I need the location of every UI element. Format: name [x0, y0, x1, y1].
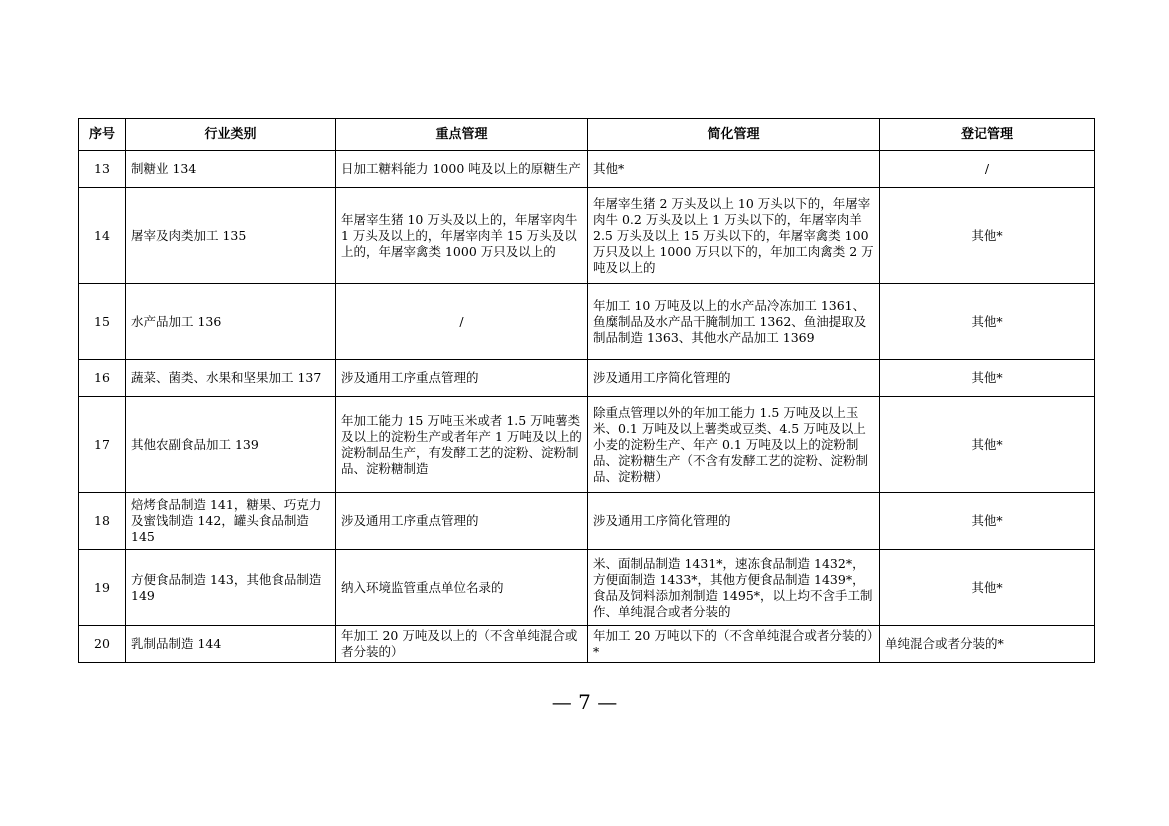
simplified-management-cell: 除重点管理以外的年加工能力 1.5 万吨及以上玉米、0.1 万吨及以上薯类或豆类、4.5 万吨及以上小麦的淀粉生产、年产 0.1 万吨及以上的淀粉制品、淀粉糖生产（不含有发酵工艺的淀粉、淀粉制品、淀粉糖）	[588, 397, 880, 493]
header-industry: 行业类别	[126, 119, 336, 151]
simplified-management-cell: 涉及通用工序简化管理的	[588, 493, 880, 550]
industry-cell: 乳制品制造 144	[126, 626, 336, 663]
key-management-cell: 年加工 20 万吨及以上的（不含单纯混合或者分装的）	[336, 626, 588, 663]
simplified-management-cell: 其他*	[588, 151, 880, 188]
key-management-cell: /	[336, 284, 588, 360]
header-simplified-management: 简化管理	[588, 119, 880, 151]
simplified-management-cell: 年加工 20 万吨以下的（不含单纯混合或者分装的）*	[588, 626, 880, 663]
row-number: 13	[79, 151, 126, 188]
industry-cell: 其他农副食品加工 139	[126, 397, 336, 493]
table-row	[79, 493, 1095, 550]
simplified-management-cell: 年加工 10 万吨及以上的水产品冷冻加工 1361、鱼糜制品及水产品干腌制加工 1362、鱼油提取及制品制造 1363、其他水产品加工 1369	[588, 284, 880, 360]
table-row	[79, 188, 1095, 284]
row-number: 16	[79, 360, 126, 397]
key-management-cell: 年屠宰生猪 10 万头及以上的，年屠宰肉牛 1 万头及以上的，年屠宰肉羊 15 万头及以上的，年屠宰禽类 1000 万只及以上的	[336, 188, 588, 284]
key-management-cell: 涉及通用工序重点管理的	[336, 493, 588, 550]
table-header-row	[79, 119, 1095, 151]
table-row	[79, 284, 1095, 360]
industry-cell: 焙烤食品制造 141，糖果、巧克力及蜜饯制造 142，罐头食品制造 145	[126, 493, 336, 550]
row-number: 20	[79, 626, 126, 663]
industry-cell: 蔬菜、菌类、水果和坚果加工 137	[126, 360, 336, 397]
registration-management-cell: 其他*	[880, 284, 1095, 360]
key-management-cell: 涉及通用工序重点管理的	[336, 360, 588, 397]
simplified-management-cell: 米、面制品制造 1431*，速冻食品制造 1432*，方便面制造 1433*，其他方便食品制造 1439*，食品及饲料添加剂制造 1495*，以上均不含手工制作、单纯混合或者分装的	[588, 550, 880, 626]
registration-management-cell: 其他*	[880, 188, 1095, 284]
table-row	[79, 626, 1095, 663]
table-row	[79, 360, 1095, 397]
simplified-management-cell: 年屠宰生猪 2 万头及以上 10 万头以下的，年屠宰肉牛 0.2 万头及以上 1 万头以下的，年屠宰肉羊 2.5 万头及以上 15 万头以下的，年屠宰禽类 100 万只及以上 1000 万只以下的，年加工肉禽类 2 万吨及以上的	[588, 188, 880, 284]
key-management-cell: 日加工糖料能力 1000 吨及以上的原糖生产	[336, 151, 588, 188]
key-management-cell: 纳入环境监管重点单位名录的	[336, 550, 588, 626]
registration-management-cell: 其他*	[880, 550, 1095, 626]
header-no: 序号	[79, 119, 126, 151]
industry-cell: 水产品加工 136	[126, 284, 336, 360]
registration-management-cell: 其他*	[880, 493, 1095, 550]
industry-cell: 方便食品制造 143，其他食品制造 149	[126, 550, 336, 626]
header-key-management: 重点管理	[336, 119, 588, 151]
page-number: — 7 —	[551, 690, 618, 714]
industry-classification-table	[78, 118, 1095, 663]
registration-management-cell: 单纯混合或者分装的*	[880, 626, 1095, 663]
industry-cell: 屠宰及肉类加工 135	[126, 188, 336, 284]
table-row	[79, 397, 1095, 493]
registration-management-cell: /	[880, 151, 1095, 188]
table-row	[79, 151, 1095, 188]
industry-cell: 制糖业 134	[126, 151, 336, 188]
row-number: 18	[79, 493, 126, 550]
row-number: 17	[79, 397, 126, 493]
row-number: 14	[79, 188, 126, 284]
table-row	[79, 550, 1095, 626]
registration-management-cell: 其他*	[880, 397, 1095, 493]
simplified-management-cell: 涉及通用工序简化管理的	[588, 360, 880, 397]
row-number: 19	[79, 550, 126, 626]
key-management-cell: 年加工能力 15 万吨玉米或者 1.5 万吨薯类及以上的淀粉生产或者年产 1 万吨及以上的淀粉制品生产，有发酵工艺的淀粉、淀粉制品、淀粉糖制造	[336, 397, 588, 493]
registration-management-cell: 其他*	[880, 360, 1095, 397]
header-registration-management: 登记管理	[880, 119, 1095, 151]
row-number: 15	[79, 284, 126, 360]
